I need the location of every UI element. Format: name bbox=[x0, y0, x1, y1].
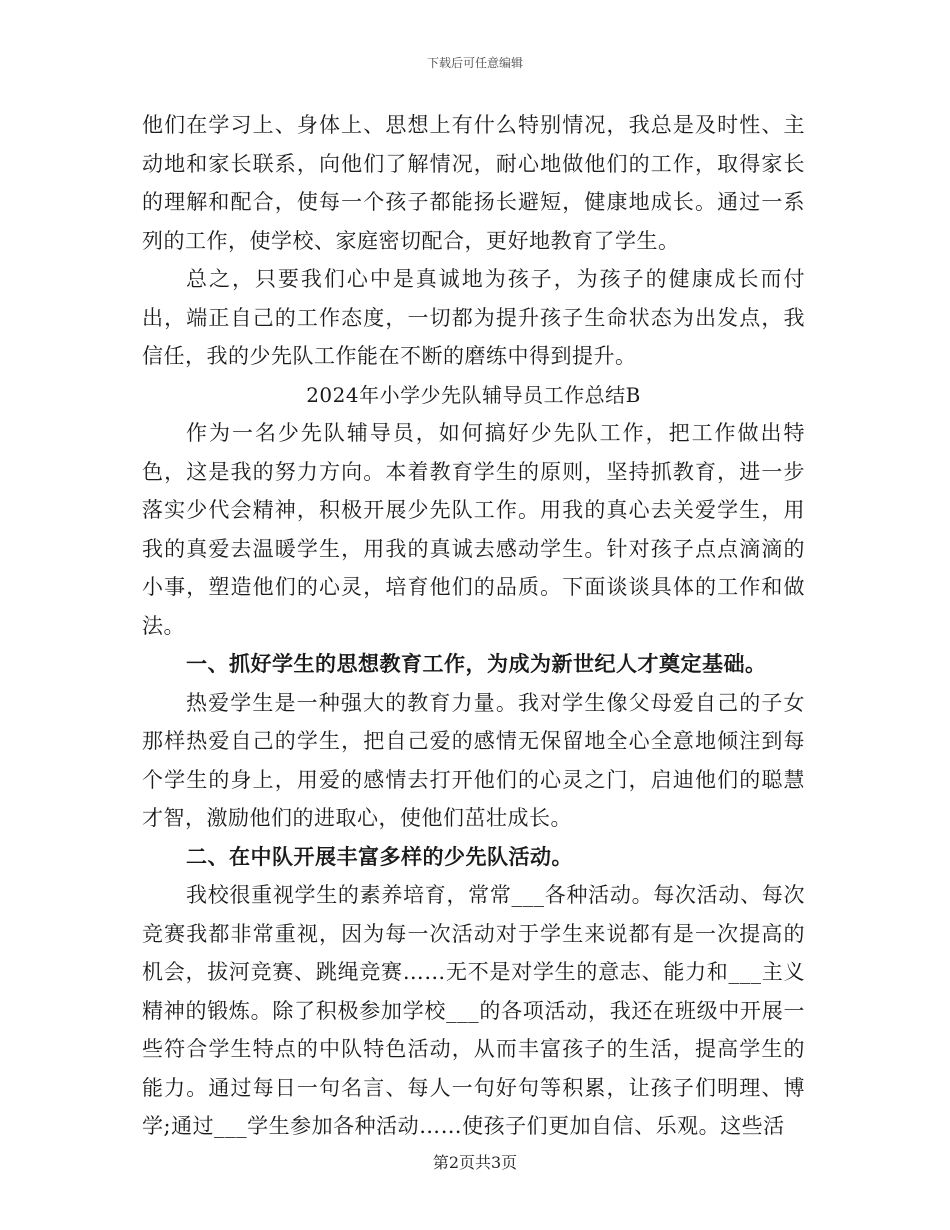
paragraph-love-students: 热爱学生是一种强大的教育力量。我对学生像父母爱自己的子女那样热爱自己的学生，把自己爱的感情无保留地全心全意地倾注到每个学生的身上，用爱的感情去打开他们的心灵之门，启迪他们的聪慧才智，激励他们的进取心，使他们茁壮成长。 bbox=[142, 690, 805, 830]
document-body bbox=[142, 106, 805, 1146]
heading-two: 二、在中队开展丰富多样的少先队活动。 bbox=[186, 843, 573, 869]
section-title: 2024年小学少先队辅导员工作总结B bbox=[306, 382, 641, 407]
heading-one: 一、抓好学生的思想教育工作，为成为新世纪人才奠定基础。 bbox=[186, 651, 767, 676]
page-header: 下载后可任意编辑 bbox=[426, 56, 523, 70]
paragraph-conclusion: 总之，只要我们心中是真诚地为孩子，为孩子的健康成长而付出，端正自己的工作态度，一切都为提升孩子生命状态为出发点，我信任，我的少先队工作能在不断的磨练中得到提升。 bbox=[142, 267, 805, 368]
paragraph-continuation: 他们在学习上、身体上、思想上有什么特别情况，我总是及时性、主动地和家长联系，向他们了解情况，耐心地做他们的工作，取得家长的理解和配合，使每一个孩子都能扬长避短，健康地成长。通过一系列的工作，使学校、家庭密切配合，更好地教育了学生。 bbox=[142, 113, 805, 253]
paragraph-intro: 作为一名少先队辅导员，如何搞好少先队工作，把工作做出特色，这是我的努力方向。本着教育学生的原则，坚持抓教育，进一步落实少代会精神，积极开展少先队工作。用我的真心去关爱学生，用我的真爱去温暖学生，用我的真诚去感动学生。针对孩子点点滴滴的小事，塑造他们的心灵，培育他们的品质。下面谈谈具体的工作和做法。 bbox=[142, 421, 805, 638]
page-footer: 第2页共3页 bbox=[432, 1153, 518, 1172]
paragraph-activities: 我校很重视学生的素养培育，常常___各种活动。每次活动、每次竞赛我都非常重视，因为每一次活动对于学生来说都有是一次提高的机会，拔河竞赛、跳绳竞赛……无不是对学生的意志、能力和___主义精神的锻炼。除了积极参加学校___的各项活动，我还在班级中开展一些符合学生特点的中队特色活动，从而丰富孩子的生活，提高学生的能力。通过每日一句名言、每人一句好句等积累，让孩子们明理、博学;通过___学生参加各种活动……使孩子们更加自信、乐观。这些活 bbox=[142, 883, 805, 1138]
